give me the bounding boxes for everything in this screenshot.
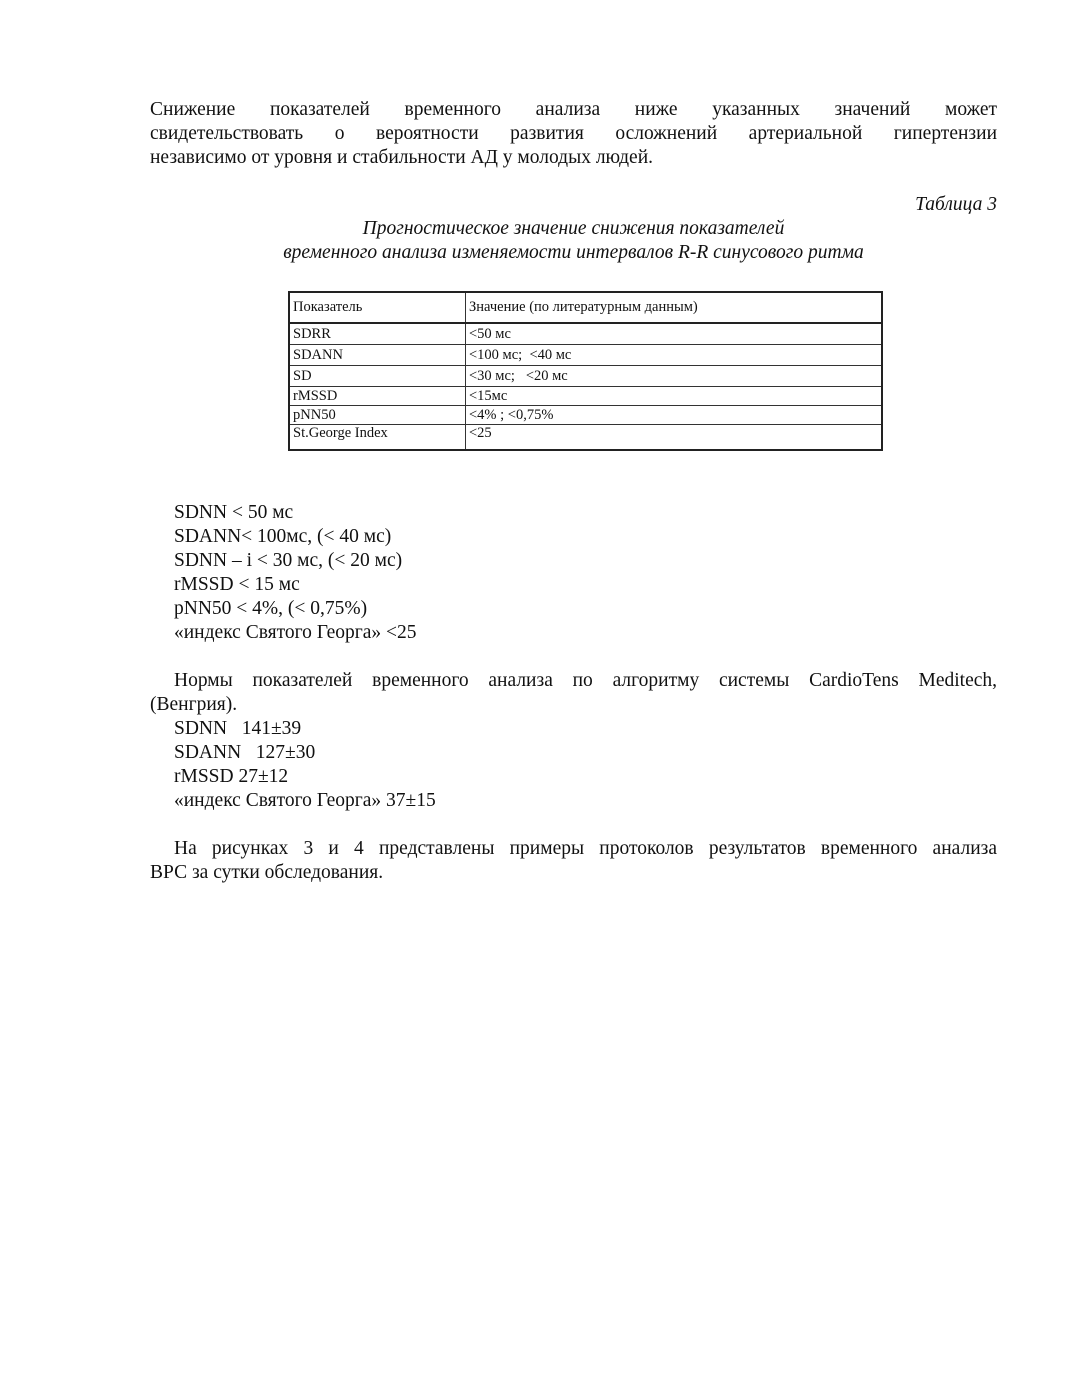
table-cell: St.George Index	[289, 425, 466, 451]
table-caption-line-2: временного анализа изменяемости интервалов R-R синусового ритма	[283, 242, 864, 263]
list-item: pNN50 < 4%, (< 0,75%)	[174, 598, 368, 619]
table-caption-line-1: Прогностическое значение снижения показателей	[362, 218, 785, 239]
list-item: SDANN 127±30	[174, 742, 316, 763]
list-item: SDNN 141±39	[174, 718, 302, 739]
table-row	[289, 366, 882, 387]
list-item: rMSSD 27±12	[174, 766, 289, 787]
table-cell: SDRR	[289, 323, 466, 345]
table-cell: <100 мс; <40 мс	[466, 345, 883, 366]
table-row	[289, 345, 882, 366]
table-header-row	[289, 292, 882, 323]
document-page	[150, 98, 997, 885]
intro-line-2: свидетельствовать о вероятности развития осложнений артериальной гипертензии	[150, 123, 997, 144]
table-row	[289, 323, 882, 345]
table-cell: SDANN	[289, 345, 466, 366]
closing-line-2: ВРС за сутки обследования.	[150, 862, 384, 883]
intro-paragraph	[150, 98, 997, 170]
indicator-table	[288, 291, 883, 451]
intro-line-3: независимо от уровня и стабильности АД у молодых людей.	[150, 147, 654, 168]
table-cell: <15мс	[466, 387, 883, 406]
table-cell: <4% ; <0,75%	[466, 406, 883, 425]
norms-line-1: Нормы показателей временного анализа по алгоритму системы CardioTens Meditech,	[174, 670, 997, 691]
table-header-cell: Значение (по литературным данным)	[466, 292, 883, 323]
norms-paragraph	[150, 669, 997, 717]
table-cell: <30 мс; <20 мс	[466, 366, 883, 387]
list-item: SDANN< 100мс, (< 40 мс)	[174, 526, 392, 547]
list-item: rMSSD < 15 мс	[174, 574, 300, 595]
list-item: «индекс Святого Георга» <25	[174, 622, 417, 643]
table-cell: <25	[466, 425, 883, 451]
norms-line-2: (Венгрия).	[150, 694, 238, 715]
table-cell: pNN50	[289, 406, 466, 425]
threshold-list	[174, 501, 997, 645]
list-item: SDNN < 50 мс	[174, 502, 294, 523]
list-item: «индекс Святого Георга» 37±15	[174, 790, 436, 811]
intro-line-1: Снижение показателей временного анализа ниже указанных значений может	[150, 99, 997, 120]
list-item: SDNN – i < 30 мс, (< 20 мс)	[174, 550, 403, 571]
table-row	[289, 425, 882, 451]
norms-list	[174, 717, 997, 813]
table-wrapper	[288, 291, 883, 451]
table-cell: <50 мс	[466, 323, 883, 345]
table-row	[289, 406, 882, 425]
closing-paragraph	[150, 837, 997, 885]
closing-line-1: На рисунках 3 и 4 представлены примеры протоколов результатов временного анализа	[174, 838, 997, 859]
table-cell: SD	[289, 366, 466, 387]
table-label: Таблица 3	[915, 194, 997, 215]
table-row	[289, 387, 882, 406]
table-cell: rMSSD	[289, 387, 466, 406]
table-header-cell: Показатель	[289, 292, 466, 323]
